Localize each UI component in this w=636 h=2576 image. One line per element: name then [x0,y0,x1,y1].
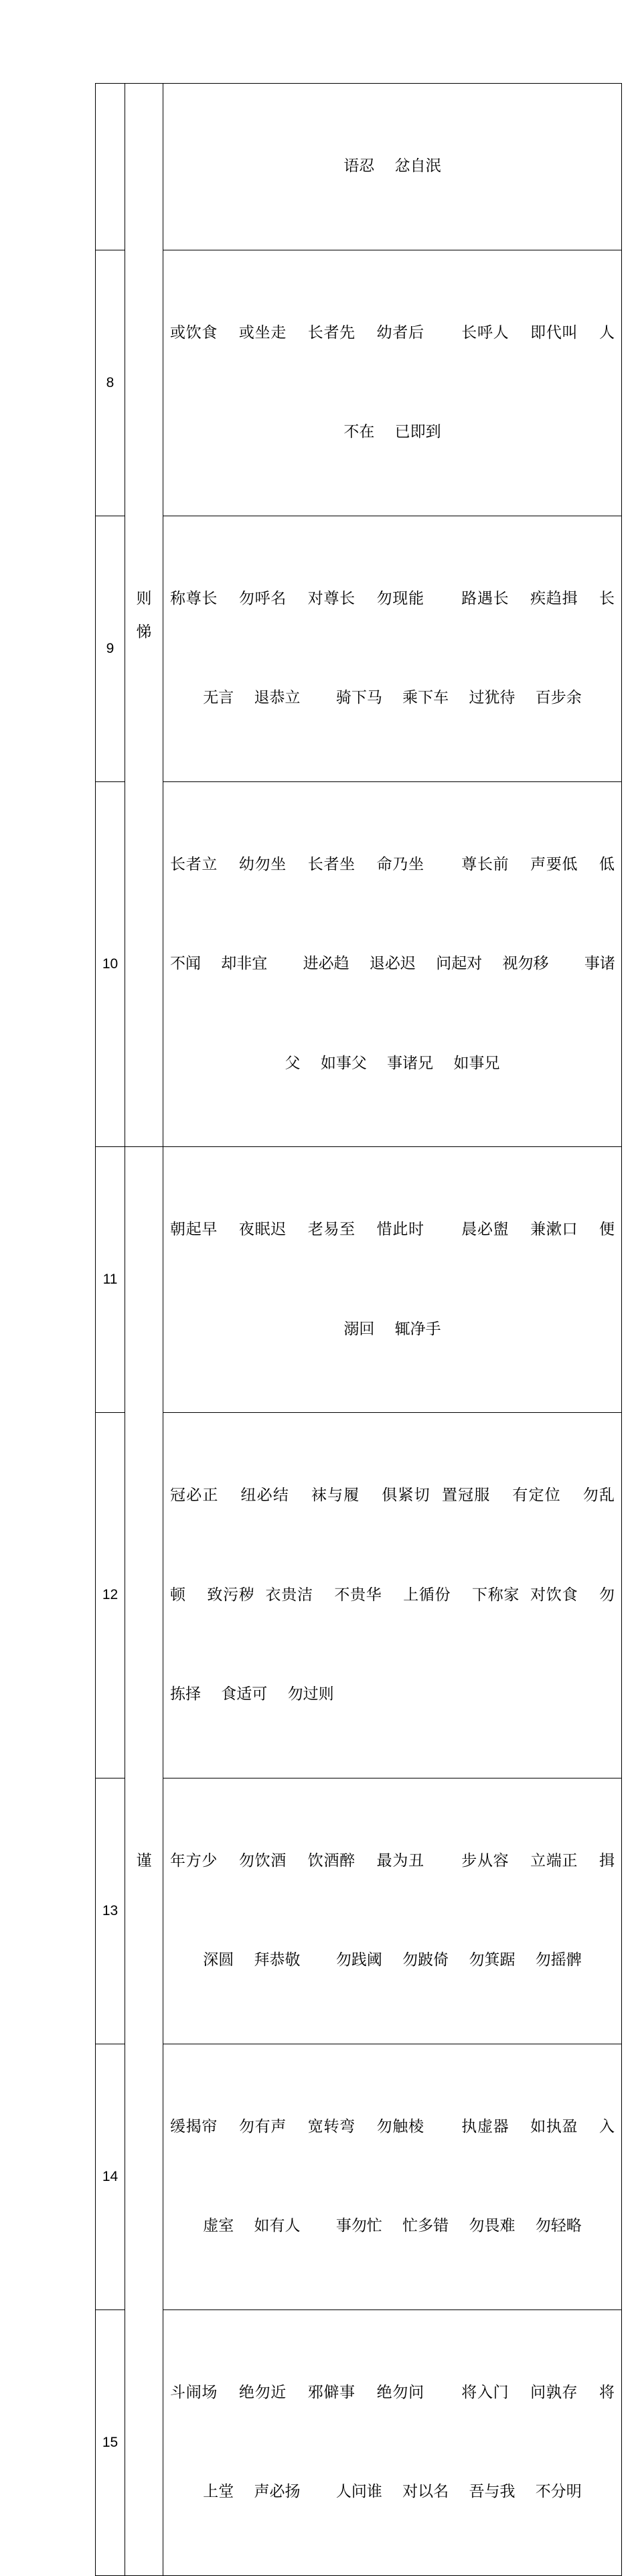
row-number: 14 [96,2044,125,2309]
text-line: 朝起早 夜眠迟 老易至 惜此时 晨必盥 兼漱口 便 [170,1221,615,1238]
row-text [163,781,622,1147]
text-line: 缓揭帘 勿有声 宽转弯 勿触棱 执虚器 如执盈 入 [170,2117,615,2135]
table-row [96,250,622,516]
row-text [163,1778,622,2044]
text-line: 冠必正 纽必结 袜与履 俱紧切 置冠服 有定位 勿乱 [170,1487,615,1504]
row-text [163,2044,622,2309]
row-number: 9 [96,516,125,781]
row-number: 10 [96,781,125,1147]
row-text [163,1147,622,1413]
table-row [96,1778,622,2044]
text-line: 顿 致污秽 衣贵洁 不贵华 上循份 下称家 对饮食 勿 [170,1586,615,1604]
category-cell-jin [125,1147,163,2576]
text-line: 年方少 勿饮酒 饮酒醉 最为丑 步从容 立端正 揖 [170,1851,615,1870]
text-line: 斗闹场 绝勿近 邪僻事 绝勿问 将入门 问孰存 将 [170,2383,615,2401]
row-number: 8 [96,250,125,516]
text-line: 上堂 声必扬 人问谁 对以名 吾与我 不分明 [203,2483,582,2500]
category-char: 谨 [136,1852,152,1870]
table-row [96,2044,622,2309]
table-row [96,781,622,1147]
table-row [96,1147,622,1413]
row-text [163,516,622,781]
table-row [96,1413,622,1778]
text-line: 无言 退恭立 骑下马 乘下车 过犹待 百步余 [203,689,582,706]
row-number: 15 [96,2309,125,2575]
row-number [96,84,125,250]
row-number: 11 [96,1147,125,1413]
row-text [163,84,622,250]
text-line: 溺回 辄净手 [343,1320,441,1338]
text-line: 或饮食 或坐走 长者先 幼者后 长呼人 即代叫 人 [170,323,615,342]
table-row [96,516,622,781]
table-row [96,2309,622,2575]
row-text [163,250,622,516]
text-line: 称尊长 勿呼名 对尊长 勿现能 路遇长 疾趋揖 长 [170,589,615,607]
text-table [95,83,622,2576]
text-line: 虚室 如有人 事勿忙 忙多错 勿畏难 勿轻略 [203,2217,582,2234]
row-text [163,2309,622,2575]
category-char: 悌 [136,623,152,641]
category-char: 则 [136,589,152,607]
category-cell-ti [125,84,163,1147]
text-line: 长者立 幼勿坐 长者坐 命乃坐 尊长前 声要低 低 [170,855,615,873]
text-line: 不在 已即到 [343,423,441,441]
text-line: 不闻 却非宜 进必趋 退必迟 问起对 视勿移 事诸 [170,955,615,972]
row-number: 12 [96,1413,125,1778]
text-line: 深圆 拜恭敬 勿践阈 勿跛倚 勿箕踞 勿摇髀 [203,1951,582,1969]
text-line: 拣择 食适可 勿过则 [170,1685,334,1703]
row-number: 13 [96,1778,125,2044]
text-line: 父 如事父 事诸兄 如事兄 [285,1054,500,1072]
row-text [163,1413,622,1778]
table-row [96,84,622,250]
text-line: 语忍 忿自泯 [343,157,441,175]
